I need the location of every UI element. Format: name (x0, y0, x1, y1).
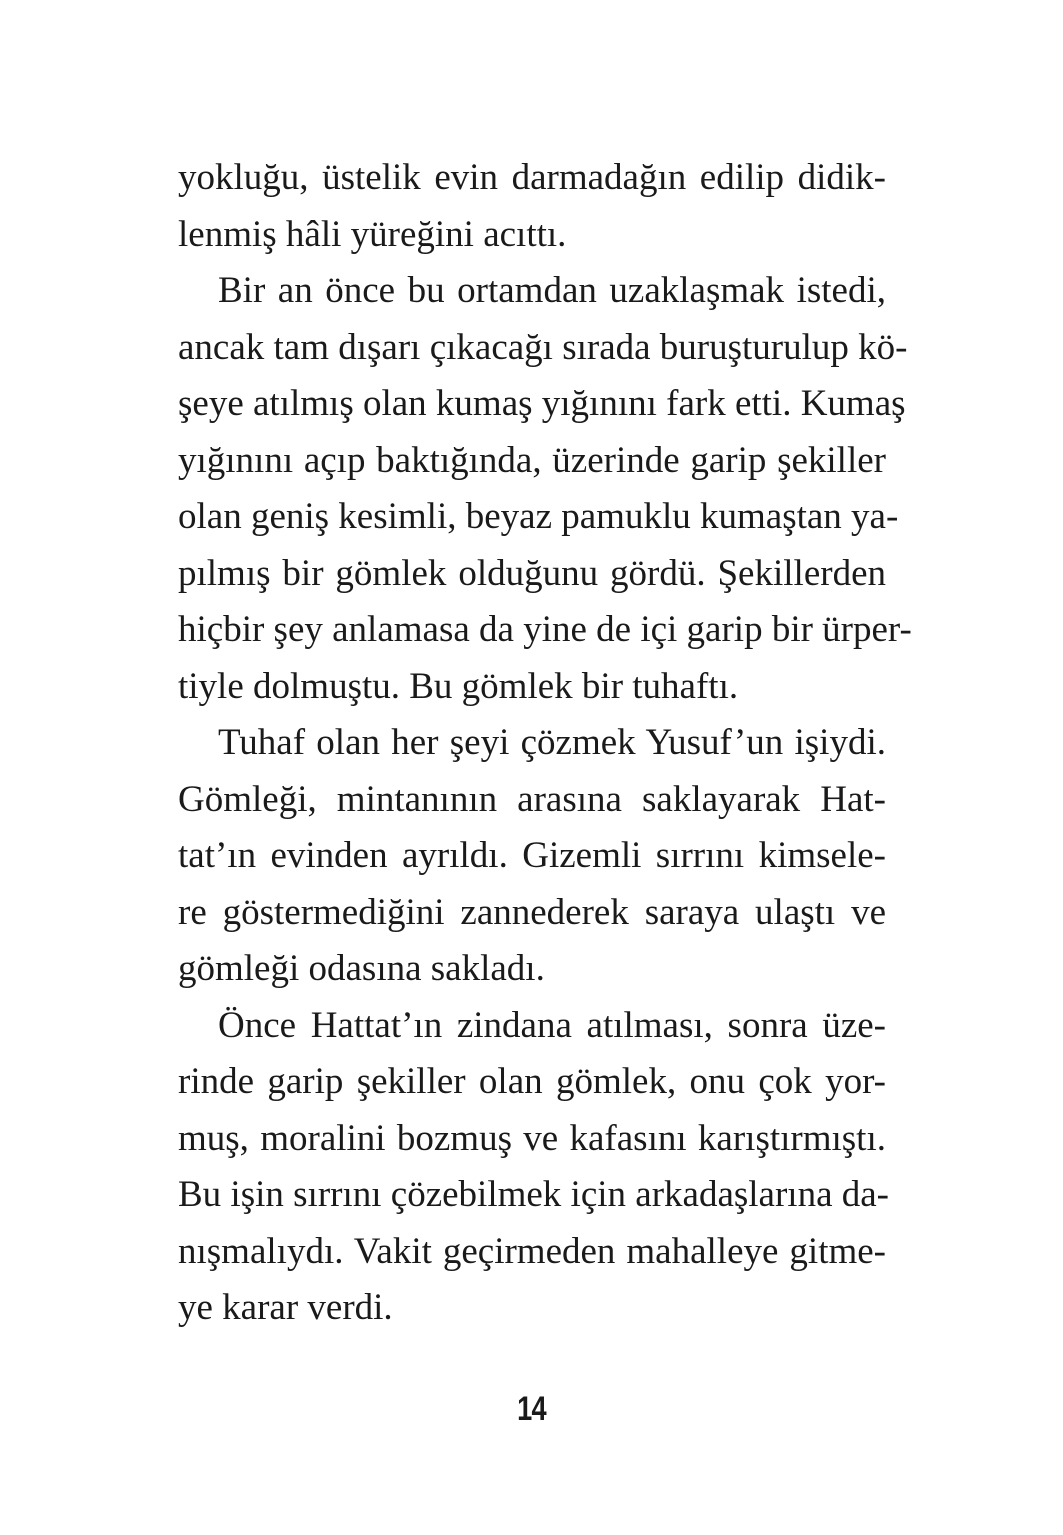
text-line: hiçbir şey anlamasa da yine de içi garip bir ürper- (178, 609, 912, 650)
text-line: re göstermediğini zannederek saraya ulaştı ve (178, 891, 886, 933)
paragraph (178, 715, 886, 998)
body-text (178, 150, 912, 1337)
text-line: tat’ın evinden ayrıldı. Gizemli sırrını kimsele- (178, 835, 886, 876)
text-line: Bir an önce bu ortamdan uzaklaşmak istedi, (218, 270, 886, 311)
text-line: Önce Hattat’ın zindana atılması, sonra üze- (218, 1004, 886, 1046)
text-line: pılmış bir gömlek olduğunu gördü. Şekillerden (178, 552, 886, 594)
text-line: ye karar verdi. (178, 1287, 393, 1328)
page-number: 14 (517, 1390, 546, 1428)
text-line: tiyle dolmuştu. Bu gömlek bir tuhaftı. (178, 665, 739, 707)
text-line: yokluğu, üstelik evin darmadağın edilip didik- (178, 157, 886, 198)
paragraph (178, 998, 889, 1337)
text-line: rinde garip şekiller olan gömlek, onu çok yor- (178, 1061, 886, 1102)
text-line: Gömleği, mintanının arasına saklayarak Hat- (178, 778, 886, 820)
text-line: lenmiş hâli yüreğini acıttı. (178, 213, 567, 255)
text-line: nışmalıydı. Vakit geçirmeden mahalleye gitme- (178, 1230, 886, 1272)
text-line: gömleği odasına sakladı. (178, 948, 545, 989)
text-line: yığınını açıp baktığında, üzerinde garip şekiller (178, 439, 886, 481)
text-line: olan geniş kesimli, beyaz pamuklu kumaştan ya- (178, 496, 899, 537)
text-line: şeye atılmış olan kumaş yığınını fark etti. Kumaş (178, 383, 906, 424)
text-line: Bu işin sırrını çözebilmek için arkadaşlarına da- (178, 1174, 889, 1215)
paragraph (178, 150, 886, 263)
text-line: Tuhaf olan her şeyi çözmek Yusuf’un işiydi. (218, 722, 886, 763)
text-line: ancak tam dışarı çıkacağı sırada buruşturulup kö- (178, 326, 908, 368)
paragraph (178, 263, 912, 715)
text-line: muş, moralini bozmuş ve kafasını karıştırmıştı. (178, 1117, 886, 1159)
